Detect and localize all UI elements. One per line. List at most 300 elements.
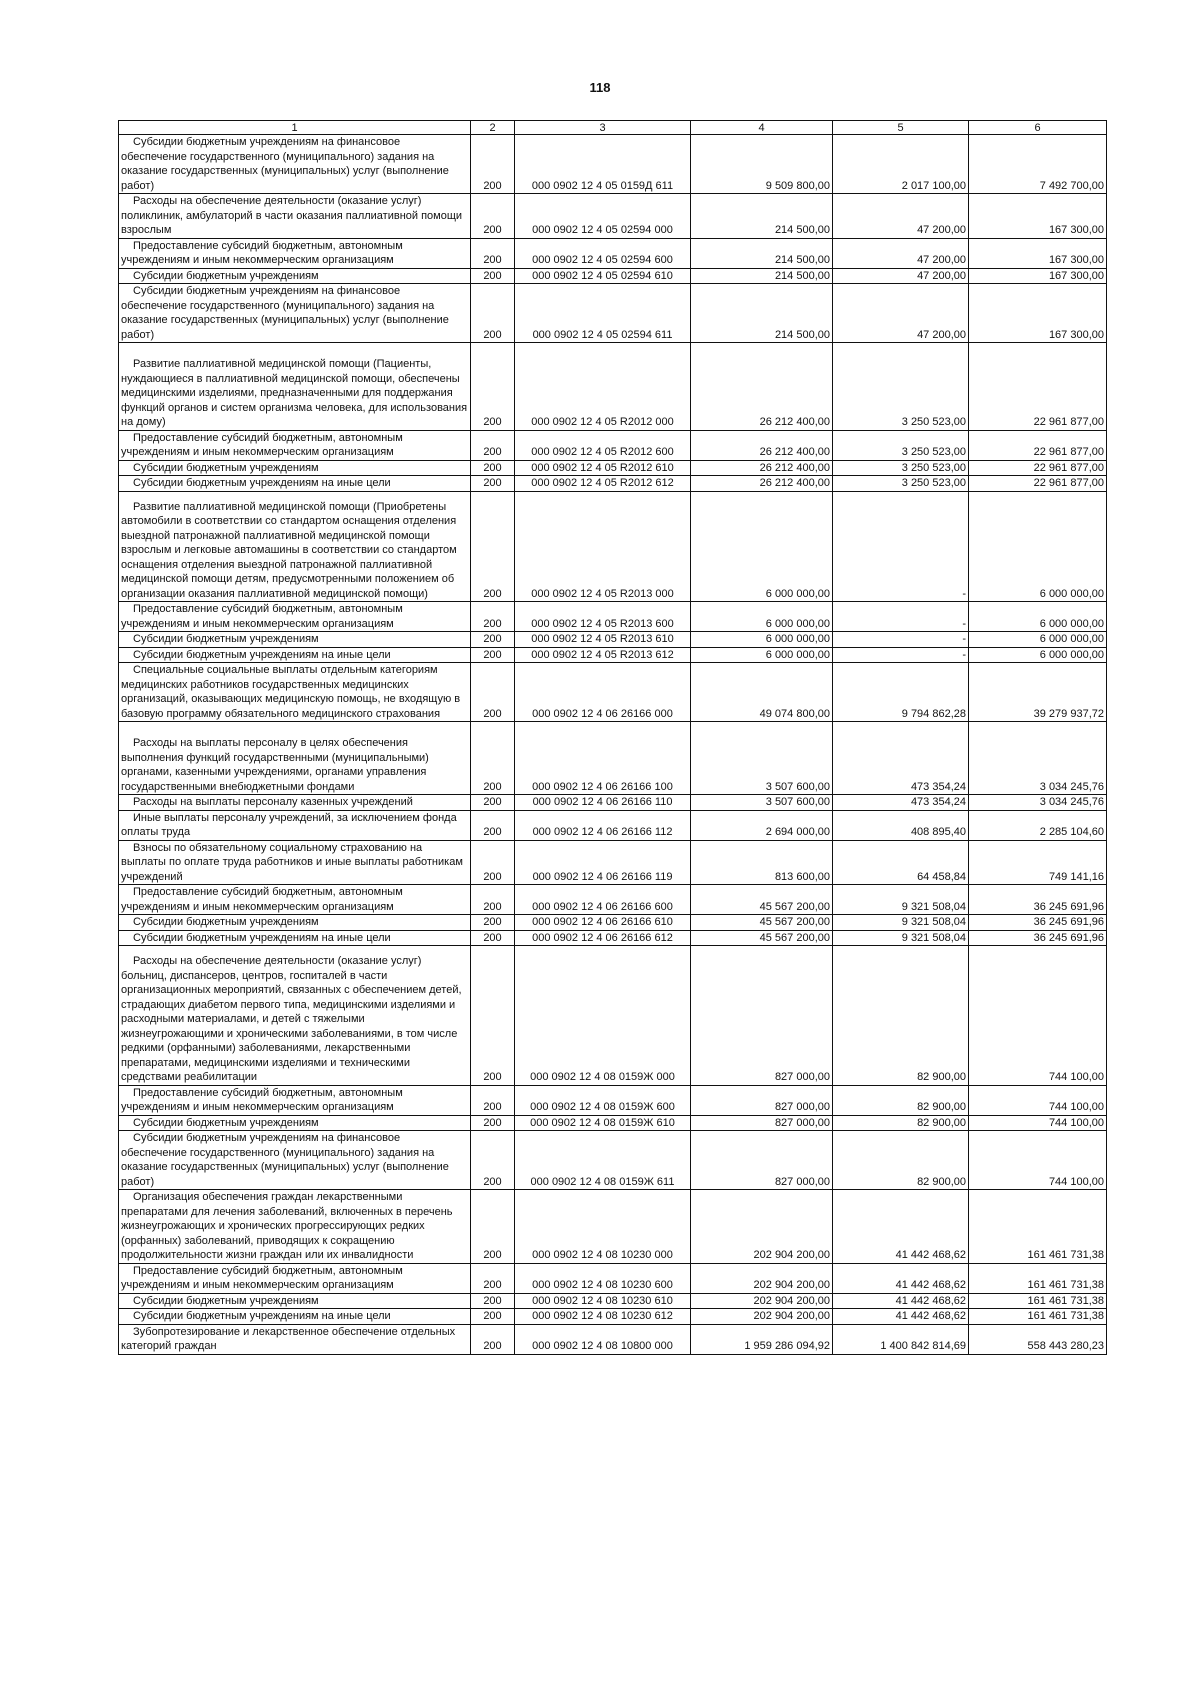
row-unexecuted-amount: 22 961 877,00 bbox=[1033, 461, 1104, 474]
row-unexecuted-amount: 2 285 104,60 bbox=[1039, 826, 1104, 838]
row-executed-amount: 9 321 508,04 bbox=[901, 900, 966, 913]
row-description-cell bbox=[119, 238, 471, 268]
row-budget-code: 000 0902 12 4 08 0159Ж 000 bbox=[530, 1071, 675, 1083]
table-row bbox=[119, 1131, 1107, 1190]
row-description-cell bbox=[119, 194, 471, 239]
row-unexecuted-amount-cell bbox=[969, 810, 1107, 840]
row-unexecuted-amount: 6 000 000,00 bbox=[1039, 648, 1104, 661]
row-budget-code-cell bbox=[515, 1085, 691, 1115]
row-description: Субсидии бюджетным учреждениям bbox=[133, 1116, 319, 1129]
row-unexecuted-amount: 6 000 000,00 bbox=[1039, 587, 1104, 600]
row-line-code: 200 bbox=[483, 587, 502, 600]
row-executed-amount-cell bbox=[833, 840, 969, 885]
row-approved-amount: 827 000,00 bbox=[774, 1101, 830, 1113]
row-description: Предоставление субсидий бюджетным, автономным учреждениям и иным некоммерческим организациям bbox=[121, 1264, 403, 1291]
row-description-cell bbox=[119, 795, 471, 811]
row-budget-code: 000 0902 12 4 08 10230 610 bbox=[532, 1294, 673, 1307]
row-line-code: 200 bbox=[483, 826, 502, 838]
row-budget-code-cell bbox=[515, 1115, 691, 1131]
row-unexecuted-amount: 161 461 731,38 bbox=[1027, 1249, 1104, 1261]
budget-table bbox=[118, 120, 1107, 1355]
row-executed-amount-cell bbox=[833, 810, 969, 840]
row-budget-code: 000 0902 12 4 06 26166 612 bbox=[532, 931, 673, 944]
row-unexecuted-amount: 22 961 877,00 bbox=[1033, 477, 1104, 489]
table-row bbox=[119, 1190, 1107, 1264]
row-executed-amount: 1 400 842 814,69 bbox=[880, 1340, 966, 1352]
row-description: Субсидии бюджетным учреждениям на иные цели bbox=[133, 477, 391, 489]
row-unexecuted-amount-cell bbox=[969, 1324, 1107, 1354]
row-approved-amount: 26 212 400,00 bbox=[759, 461, 830, 474]
row-approved-amount: 26 212 400,00 bbox=[759, 477, 830, 489]
row-description-cell bbox=[119, 1263, 471, 1293]
row-line-code: 200 bbox=[483, 633, 502, 645]
row-line-code-cell bbox=[471, 491, 515, 602]
row-line-code-cell bbox=[471, 238, 515, 268]
row-description-cell bbox=[119, 1085, 471, 1115]
row-executed-amount-cell bbox=[833, 915, 969, 931]
row-approved-amount: 813 600,00 bbox=[774, 870, 830, 883]
row-line-code: 200 bbox=[483, 1116, 502, 1129]
row-unexecuted-amount: 22 961 877,00 bbox=[1033, 446, 1104, 458]
row-budget-code: 000 0902 12 4 05 R2012 600 bbox=[531, 446, 674, 458]
row-description: Субсидии бюджетным учреждениям bbox=[133, 633, 319, 645]
row-approved-amount-cell bbox=[691, 1293, 833, 1309]
row-unexecuted-amount-cell bbox=[969, 1085, 1107, 1115]
row-budget-code: 000 0902 12 4 05 R2012 612 bbox=[531, 477, 674, 489]
row-executed-amount: 41 442 468,62 bbox=[895, 1310, 966, 1322]
row-description-cell bbox=[119, 1115, 471, 1131]
row-approved-amount: 26 212 400,00 bbox=[759, 416, 830, 428]
row-line-code-cell bbox=[471, 1324, 515, 1354]
table-row bbox=[119, 647, 1107, 663]
row-approved-amount-cell bbox=[691, 1085, 833, 1115]
row-line-code: 200 bbox=[483, 1340, 502, 1352]
row-line-code: 200 bbox=[483, 916, 502, 928]
row-description-cell bbox=[119, 946, 471, 1086]
row-executed-amount: 3 250 523,00 bbox=[901, 477, 966, 489]
row-approved-amount-cell bbox=[691, 268, 833, 284]
row-unexecuted-amount: 39 279 937,72 bbox=[1033, 707, 1104, 720]
row-line-code: 200 bbox=[483, 1101, 502, 1113]
row-budget-code: 000 0902 12 4 05 02594 610 bbox=[532, 269, 673, 282]
table-row bbox=[119, 1115, 1107, 1131]
row-executed-amount: - bbox=[962, 648, 966, 661]
row-unexecuted-amount-cell bbox=[969, 238, 1107, 268]
row-approved-amount: 1 959 286 094,92 bbox=[744, 1340, 830, 1352]
row-approved-amount-cell bbox=[691, 430, 833, 460]
row-unexecuted-amount-cell bbox=[969, 840, 1107, 885]
row-unexecuted-amount: 3 034 245,76 bbox=[1039, 780, 1104, 793]
row-approved-amount: 202 904 200,00 bbox=[753, 1279, 830, 1291]
row-approved-amount: 214 500,00 bbox=[774, 224, 830, 236]
row-executed-amount: 41 442 468,62 bbox=[895, 1279, 966, 1291]
row-executed-amount-cell bbox=[833, 1115, 969, 1131]
row-executed-amount: 47 200,00 bbox=[917, 224, 966, 236]
row-description: Субсидии бюджетным учреждениям bbox=[133, 1294, 319, 1307]
row-line-code-cell bbox=[471, 840, 515, 885]
row-unexecuted-amount: 6 000 000,00 bbox=[1039, 617, 1104, 630]
row-line-code-cell bbox=[471, 1293, 515, 1309]
row-budget-code: 000 0902 12 4 05 02594 611 bbox=[532, 328, 673, 341]
row-description-cell bbox=[119, 460, 471, 476]
row-approved-amount-cell bbox=[691, 602, 833, 632]
row-budget-code: 000 0902 12 4 05 R2013 000 bbox=[531, 587, 674, 600]
row-executed-amount-cell bbox=[833, 1309, 969, 1325]
row-line-code-cell bbox=[471, 1309, 515, 1325]
row-unexecuted-amount: 167 300,00 bbox=[1048, 269, 1104, 282]
row-executed-amount-cell bbox=[833, 647, 969, 663]
row-executed-amount-cell bbox=[833, 268, 969, 284]
row-approved-amount: 6 000 000,00 bbox=[765, 617, 830, 630]
row-description-cell bbox=[119, 840, 471, 885]
row-budget-code-cell bbox=[515, 885, 691, 915]
row-executed-amount: - bbox=[962, 617, 966, 630]
row-budget-code-cell bbox=[515, 491, 691, 602]
row-line-code: 200 bbox=[483, 224, 502, 236]
column-header: 3 bbox=[515, 121, 691, 135]
row-budget-code: 000 0902 12 4 05 R2013 612 bbox=[531, 648, 674, 661]
row-description-cell bbox=[119, 1293, 471, 1309]
row-budget-code-cell bbox=[515, 476, 691, 492]
row-line-code: 200 bbox=[483, 780, 502, 793]
row-approved-amount: 2 694 000,00 bbox=[765, 826, 830, 838]
row-description: Расходы на обеспечение деятельности (оказание услуг) поликлиник, амбулаторий в части оказания паллиативной помощи взрослым bbox=[121, 195, 463, 236]
row-description-cell bbox=[119, 663, 471, 722]
row-executed-amount: 64 458,84 bbox=[917, 870, 966, 883]
row-approved-amount: 202 904 200,00 bbox=[753, 1294, 830, 1307]
row-executed-amount-cell bbox=[833, 795, 969, 811]
row-budget-code: 000 0902 12 4 05 R2013 600 bbox=[531, 617, 674, 630]
row-description-cell bbox=[119, 430, 471, 460]
row-line-code-cell bbox=[471, 1263, 515, 1293]
row-unexecuted-amount-cell bbox=[969, 194, 1107, 239]
row-approved-amount: 45 567 200,00 bbox=[759, 931, 830, 944]
row-budget-code: 000 0902 12 4 06 26166 119 bbox=[532, 870, 673, 883]
row-description-cell bbox=[119, 135, 471, 194]
row-approved-amount-cell bbox=[691, 915, 833, 931]
row-description: Предоставление субсидий бюджетным, автономным учреждениям и иным некоммерческим организациям bbox=[121, 603, 403, 630]
header-row bbox=[119, 121, 1107, 135]
row-unexecuted-amount-cell bbox=[969, 663, 1107, 722]
row-description-cell bbox=[119, 268, 471, 284]
row-line-code: 200 bbox=[483, 648, 502, 661]
row-approved-amount: 6 000 000,00 bbox=[765, 587, 830, 600]
row-description-cell bbox=[119, 632, 471, 648]
row-budget-code: 000 0902 12 4 06 26166 600 bbox=[532, 900, 673, 913]
row-budget-code-cell bbox=[515, 1324, 691, 1354]
column-header: 6 bbox=[969, 121, 1107, 135]
row-unexecuted-amount-cell bbox=[969, 885, 1107, 915]
row-budget-code: 000 0902 12 4 08 10230 600 bbox=[532, 1279, 673, 1291]
row-description: Специальные социальные выплаты отдельным категориям медицинских работников государственных медицинских организаций, оказывающих медицинскую помощь, не входящую в базовую программу обязательного медицинского страхования bbox=[121, 664, 461, 720]
row-description-cell bbox=[119, 647, 471, 663]
row-approved-amount-cell bbox=[691, 1115, 833, 1131]
table-row bbox=[119, 491, 1107, 602]
row-description-cell bbox=[119, 810, 471, 840]
row-line-code: 200 bbox=[483, 931, 502, 944]
row-line-code-cell bbox=[471, 810, 515, 840]
row-approved-amount: 3 507 600,00 bbox=[765, 780, 830, 793]
row-description: Предоставление субсидий бюджетным, автономным учреждениям и иным некоммерческим организациям bbox=[121, 431, 403, 458]
row-description: Предоставление субсидий бюджетным, автономным учреждениям и иным некоммерческим организациям bbox=[121, 239, 403, 266]
row-executed-amount-cell bbox=[833, 632, 969, 648]
column-header: 4 bbox=[691, 121, 833, 135]
row-executed-amount-cell bbox=[833, 491, 969, 602]
row-budget-code-cell bbox=[515, 284, 691, 343]
row-executed-amount: 473 354,24 bbox=[910, 780, 966, 793]
row-description-cell bbox=[119, 1309, 471, 1325]
row-approved-amount: 827 000,00 bbox=[774, 1071, 830, 1083]
table-row bbox=[119, 946, 1107, 1086]
row-line-code: 200 bbox=[483, 328, 502, 341]
page-number: 118 bbox=[589, 80, 611, 95]
row-line-code-cell bbox=[471, 632, 515, 648]
row-budget-code: 000 0902 12 4 06 26166 110 bbox=[532, 796, 673, 808]
row-approved-amount: 49 074 800,00 bbox=[759, 707, 830, 720]
row-executed-amount: 2 017 100,00 bbox=[901, 179, 966, 192]
row-line-code-cell bbox=[471, 430, 515, 460]
row-executed-amount-cell bbox=[833, 663, 969, 722]
row-unexecuted-amount-cell bbox=[969, 602, 1107, 632]
row-line-code: 200 bbox=[483, 269, 502, 282]
row-unexecuted-amount-cell bbox=[969, 1131, 1107, 1190]
row-unexecuted-amount: 3 034 245,76 bbox=[1039, 796, 1104, 808]
row-description-cell bbox=[119, 1131, 471, 1190]
table-row bbox=[119, 343, 1107, 431]
row-unexecuted-amount: 749 141,16 bbox=[1048, 870, 1104, 883]
row-budget-code-cell bbox=[515, 602, 691, 632]
row-unexecuted-amount-cell bbox=[969, 268, 1107, 284]
row-budget-code-cell bbox=[515, 1131, 691, 1190]
row-executed-amount: 3 250 523,00 bbox=[901, 446, 966, 458]
row-description: Предоставление субсидий бюджетным, автономным учреждениям и иным некоммерческим организациям bbox=[121, 1086, 403, 1113]
row-description: Субсидии бюджетным учреждениям на иные цели bbox=[133, 931, 391, 944]
column-header: 2 bbox=[471, 121, 515, 135]
row-budget-code-cell bbox=[515, 915, 691, 931]
row-description-cell bbox=[119, 722, 471, 795]
row-unexecuted-amount-cell bbox=[969, 343, 1107, 431]
row-unexecuted-amount-cell bbox=[969, 430, 1107, 460]
row-description: Расходы на выплаты персоналу казенных учреждений bbox=[133, 796, 413, 808]
row-description-cell bbox=[119, 284, 471, 343]
row-budget-code-cell bbox=[515, 194, 691, 239]
row-executed-amount-cell bbox=[833, 194, 969, 239]
row-budget-code: 000 0902 12 4 05 02594 000 bbox=[532, 224, 673, 236]
table-row bbox=[119, 795, 1107, 811]
row-line-code-cell bbox=[471, 915, 515, 931]
row-budget-code-cell bbox=[515, 268, 691, 284]
table-row bbox=[119, 602, 1107, 632]
row-line-code: 200 bbox=[483, 1279, 502, 1291]
row-approved-amount-cell bbox=[691, 284, 833, 343]
row-line-code: 200 bbox=[483, 477, 502, 489]
row-line-code: 200 bbox=[483, 900, 502, 913]
row-executed-amount: 82 900,00 bbox=[917, 1101, 966, 1113]
row-executed-amount: 47 200,00 bbox=[917, 254, 966, 266]
row-description: Субсидии бюджетным учреждениям bbox=[133, 916, 319, 928]
row-approved-amount-cell bbox=[691, 1190, 833, 1264]
row-line-code-cell bbox=[471, 1190, 515, 1264]
row-description: Субсидии бюджетным учреждениям на иные цели bbox=[133, 648, 391, 661]
table-row bbox=[119, 663, 1107, 722]
row-unexecuted-amount-cell bbox=[969, 946, 1107, 1086]
row-approved-amount-cell bbox=[691, 810, 833, 840]
row-line-code-cell bbox=[471, 460, 515, 476]
row-executed-amount-cell bbox=[833, 1131, 969, 1190]
row-line-code-cell bbox=[471, 663, 515, 722]
row-approved-amount: 26 212 400,00 bbox=[759, 446, 830, 458]
row-unexecuted-amount-cell bbox=[969, 1190, 1107, 1264]
row-budget-code: 000 0902 12 4 08 10230 612 bbox=[532, 1310, 673, 1322]
row-approved-amount-cell bbox=[691, 885, 833, 915]
row-unexecuted-amount: 167 300,00 bbox=[1048, 254, 1104, 266]
row-description-cell bbox=[119, 602, 471, 632]
row-budget-code: 000 0902 12 4 08 0159Ж 611 bbox=[530, 1175, 675, 1188]
row-unexecuted-amount: 744 100,00 bbox=[1048, 1116, 1104, 1129]
row-budget-code-cell bbox=[515, 632, 691, 648]
row-approved-amount-cell bbox=[691, 460, 833, 476]
row-description-cell bbox=[119, 915, 471, 931]
table-row bbox=[119, 194, 1107, 239]
row-approved-amount: 214 500,00 bbox=[774, 328, 830, 341]
row-unexecuted-amount: 167 300,00 bbox=[1048, 328, 1104, 341]
row-executed-amount-cell bbox=[833, 1190, 969, 1264]
row-budget-code-cell bbox=[515, 810, 691, 840]
row-unexecuted-amount: 161 461 731,38 bbox=[1027, 1279, 1104, 1291]
row-line-code: 200 bbox=[483, 617, 502, 630]
row-description: Субсидии бюджетным учреждениям на финансовое обеспечение государственного (муниципального) задания на оказание государственных (муниципальных) услуг (выполнение работ) bbox=[121, 1132, 449, 1188]
row-unexecuted-amount: 744 100,00 bbox=[1048, 1175, 1104, 1188]
row-line-code-cell bbox=[471, 722, 515, 795]
row-unexecuted-amount-cell bbox=[969, 930, 1107, 946]
row-unexecuted-amount-cell bbox=[969, 915, 1107, 931]
row-executed-amount-cell bbox=[833, 946, 969, 1086]
row-budget-code: 000 0902 12 4 08 0159Ж 610 bbox=[530, 1116, 675, 1129]
table-row bbox=[119, 1263, 1107, 1293]
row-executed-amount: - bbox=[962, 587, 966, 600]
row-budget-code-cell bbox=[515, 1293, 691, 1309]
table-row bbox=[119, 268, 1107, 284]
row-line-code: 200 bbox=[483, 179, 502, 192]
row-approved-amount: 827 000,00 bbox=[774, 1175, 830, 1188]
row-line-code: 200 bbox=[483, 446, 502, 458]
row-description: Субсидии бюджетным учреждениям на иные цели bbox=[133, 1310, 391, 1322]
row-line-code: 200 bbox=[483, 254, 502, 266]
row-executed-amount: 82 900,00 bbox=[917, 1071, 966, 1083]
table-row bbox=[119, 1085, 1107, 1115]
row-line-code-cell bbox=[471, 1131, 515, 1190]
column-header: 5 bbox=[833, 121, 969, 135]
row-unexecuted-amount-cell bbox=[969, 1309, 1107, 1325]
row-executed-amount: 9 794 862,28 bbox=[901, 707, 966, 720]
row-line-code-cell bbox=[471, 343, 515, 431]
row-line-code: 200 bbox=[483, 1249, 502, 1261]
row-budget-code: 000 0902 12 4 08 10230 000 bbox=[532, 1249, 673, 1261]
row-approved-amount-cell bbox=[691, 194, 833, 239]
row-unexecuted-amount: 167 300,00 bbox=[1048, 224, 1104, 236]
row-approved-amount-cell bbox=[691, 632, 833, 648]
row-approved-amount-cell bbox=[691, 647, 833, 663]
row-approved-amount: 827 000,00 bbox=[774, 1116, 830, 1129]
row-approved-amount: 45 567 200,00 bbox=[759, 916, 830, 928]
row-executed-amount-cell bbox=[833, 885, 969, 915]
row-line-code-cell bbox=[471, 284, 515, 343]
row-description: Развитие паллиативной медицинской помощи (Пациенты, нуждающиеся в паллиативной медицинской помощи, обеспечены медицинскими изделиями, предназначенными для поддержания функций органов и систем организма человека, для использования на дому) bbox=[121, 358, 468, 428]
row-line-code-cell bbox=[471, 930, 515, 946]
table-row bbox=[119, 460, 1107, 476]
row-budget-code-cell bbox=[515, 1263, 691, 1293]
row-budget-code-cell bbox=[515, 460, 691, 476]
row-line-code-cell bbox=[471, 885, 515, 915]
row-line-code-cell bbox=[471, 194, 515, 239]
table-row bbox=[119, 722, 1107, 795]
table-row bbox=[119, 430, 1107, 460]
row-budget-code: 000 0902 12 4 06 26166 100 bbox=[532, 780, 673, 793]
table-row bbox=[119, 632, 1107, 648]
row-line-code-cell bbox=[471, 1115, 515, 1131]
row-budget-code-cell bbox=[515, 1190, 691, 1264]
row-approved-amount: 202 904 200,00 bbox=[753, 1249, 830, 1261]
row-description: Взносы по обязательному социальному страхованию на выплаты по оплате труда работников и иные выплаты работникам учреждений bbox=[121, 841, 463, 883]
row-executed-amount-cell bbox=[833, 1263, 969, 1293]
row-approved-amount: 214 500,00 bbox=[774, 269, 830, 282]
row-budget-code-cell bbox=[515, 1309, 691, 1325]
row-unexecuted-amount-cell bbox=[969, 1115, 1107, 1131]
row-approved-amount: 3 507 600,00 bbox=[765, 796, 830, 808]
row-line-code-cell bbox=[471, 602, 515, 632]
row-executed-amount: 82 900,00 bbox=[917, 1175, 966, 1188]
row-approved-amount: 6 000 000,00 bbox=[765, 648, 830, 661]
row-executed-amount-cell bbox=[833, 430, 969, 460]
table-row bbox=[119, 135, 1107, 194]
row-budget-code-cell bbox=[515, 930, 691, 946]
table-row bbox=[119, 930, 1107, 946]
row-approved-amount-cell bbox=[691, 476, 833, 492]
row-executed-amount-cell bbox=[833, 284, 969, 343]
row-description: Субсидии бюджетным учреждениям bbox=[133, 269, 319, 282]
table-row bbox=[119, 915, 1107, 931]
table-row bbox=[119, 1324, 1107, 1354]
row-line-code: 200 bbox=[483, 1071, 502, 1083]
row-budget-code: 000 0902 12 4 05 02594 600 bbox=[532, 254, 673, 266]
row-line-code: 200 bbox=[483, 870, 502, 883]
table-row bbox=[119, 476, 1107, 492]
table-row bbox=[119, 1309, 1107, 1325]
row-unexecuted-amount: 36 245 691,96 bbox=[1033, 916, 1104, 928]
row-description: Субсидии бюджетным учреждениям на финансовое обеспечение государственного (муниципального) задания на оказание государственных (муниципальных) услуг (выполнение работ) bbox=[121, 285, 449, 341]
row-executed-amount: 47 200,00 bbox=[917, 328, 966, 341]
row-budget-code: 000 0902 12 4 06 26166 610 bbox=[532, 916, 673, 928]
row-unexecuted-amount-cell bbox=[969, 795, 1107, 811]
table-row bbox=[119, 284, 1107, 343]
row-executed-amount: 82 900,00 bbox=[917, 1116, 966, 1129]
row-executed-amount: 473 354,24 bbox=[910, 796, 966, 808]
row-description: Расходы на выплаты персоналу в целях обеспечения выполнения функций государственными (муниципальными) органами, казенными учреждениями, органами управления государственными внебюджетными фондами bbox=[121, 737, 429, 793]
row-executed-amount: - bbox=[962, 633, 966, 645]
row-executed-amount-cell bbox=[833, 1085, 969, 1115]
table-row bbox=[119, 885, 1107, 915]
row-approved-amount-cell bbox=[691, 930, 833, 946]
row-budget-code-cell bbox=[515, 663, 691, 722]
table-row bbox=[119, 810, 1107, 840]
row-unexecuted-amount: 36 245 691,96 bbox=[1033, 900, 1104, 913]
row-budget-code-cell bbox=[515, 430, 691, 460]
row-description: Зубопротезирование и лекарственное обеспечение отдельных категорий граждан bbox=[121, 1325, 456, 1352]
row-unexecuted-amount-cell bbox=[969, 1263, 1107, 1293]
row-budget-code: 000 0902 12 4 05 0159Д 611 bbox=[531, 179, 674, 192]
row-executed-amount-cell bbox=[833, 476, 969, 492]
row-line-code-cell bbox=[471, 476, 515, 492]
